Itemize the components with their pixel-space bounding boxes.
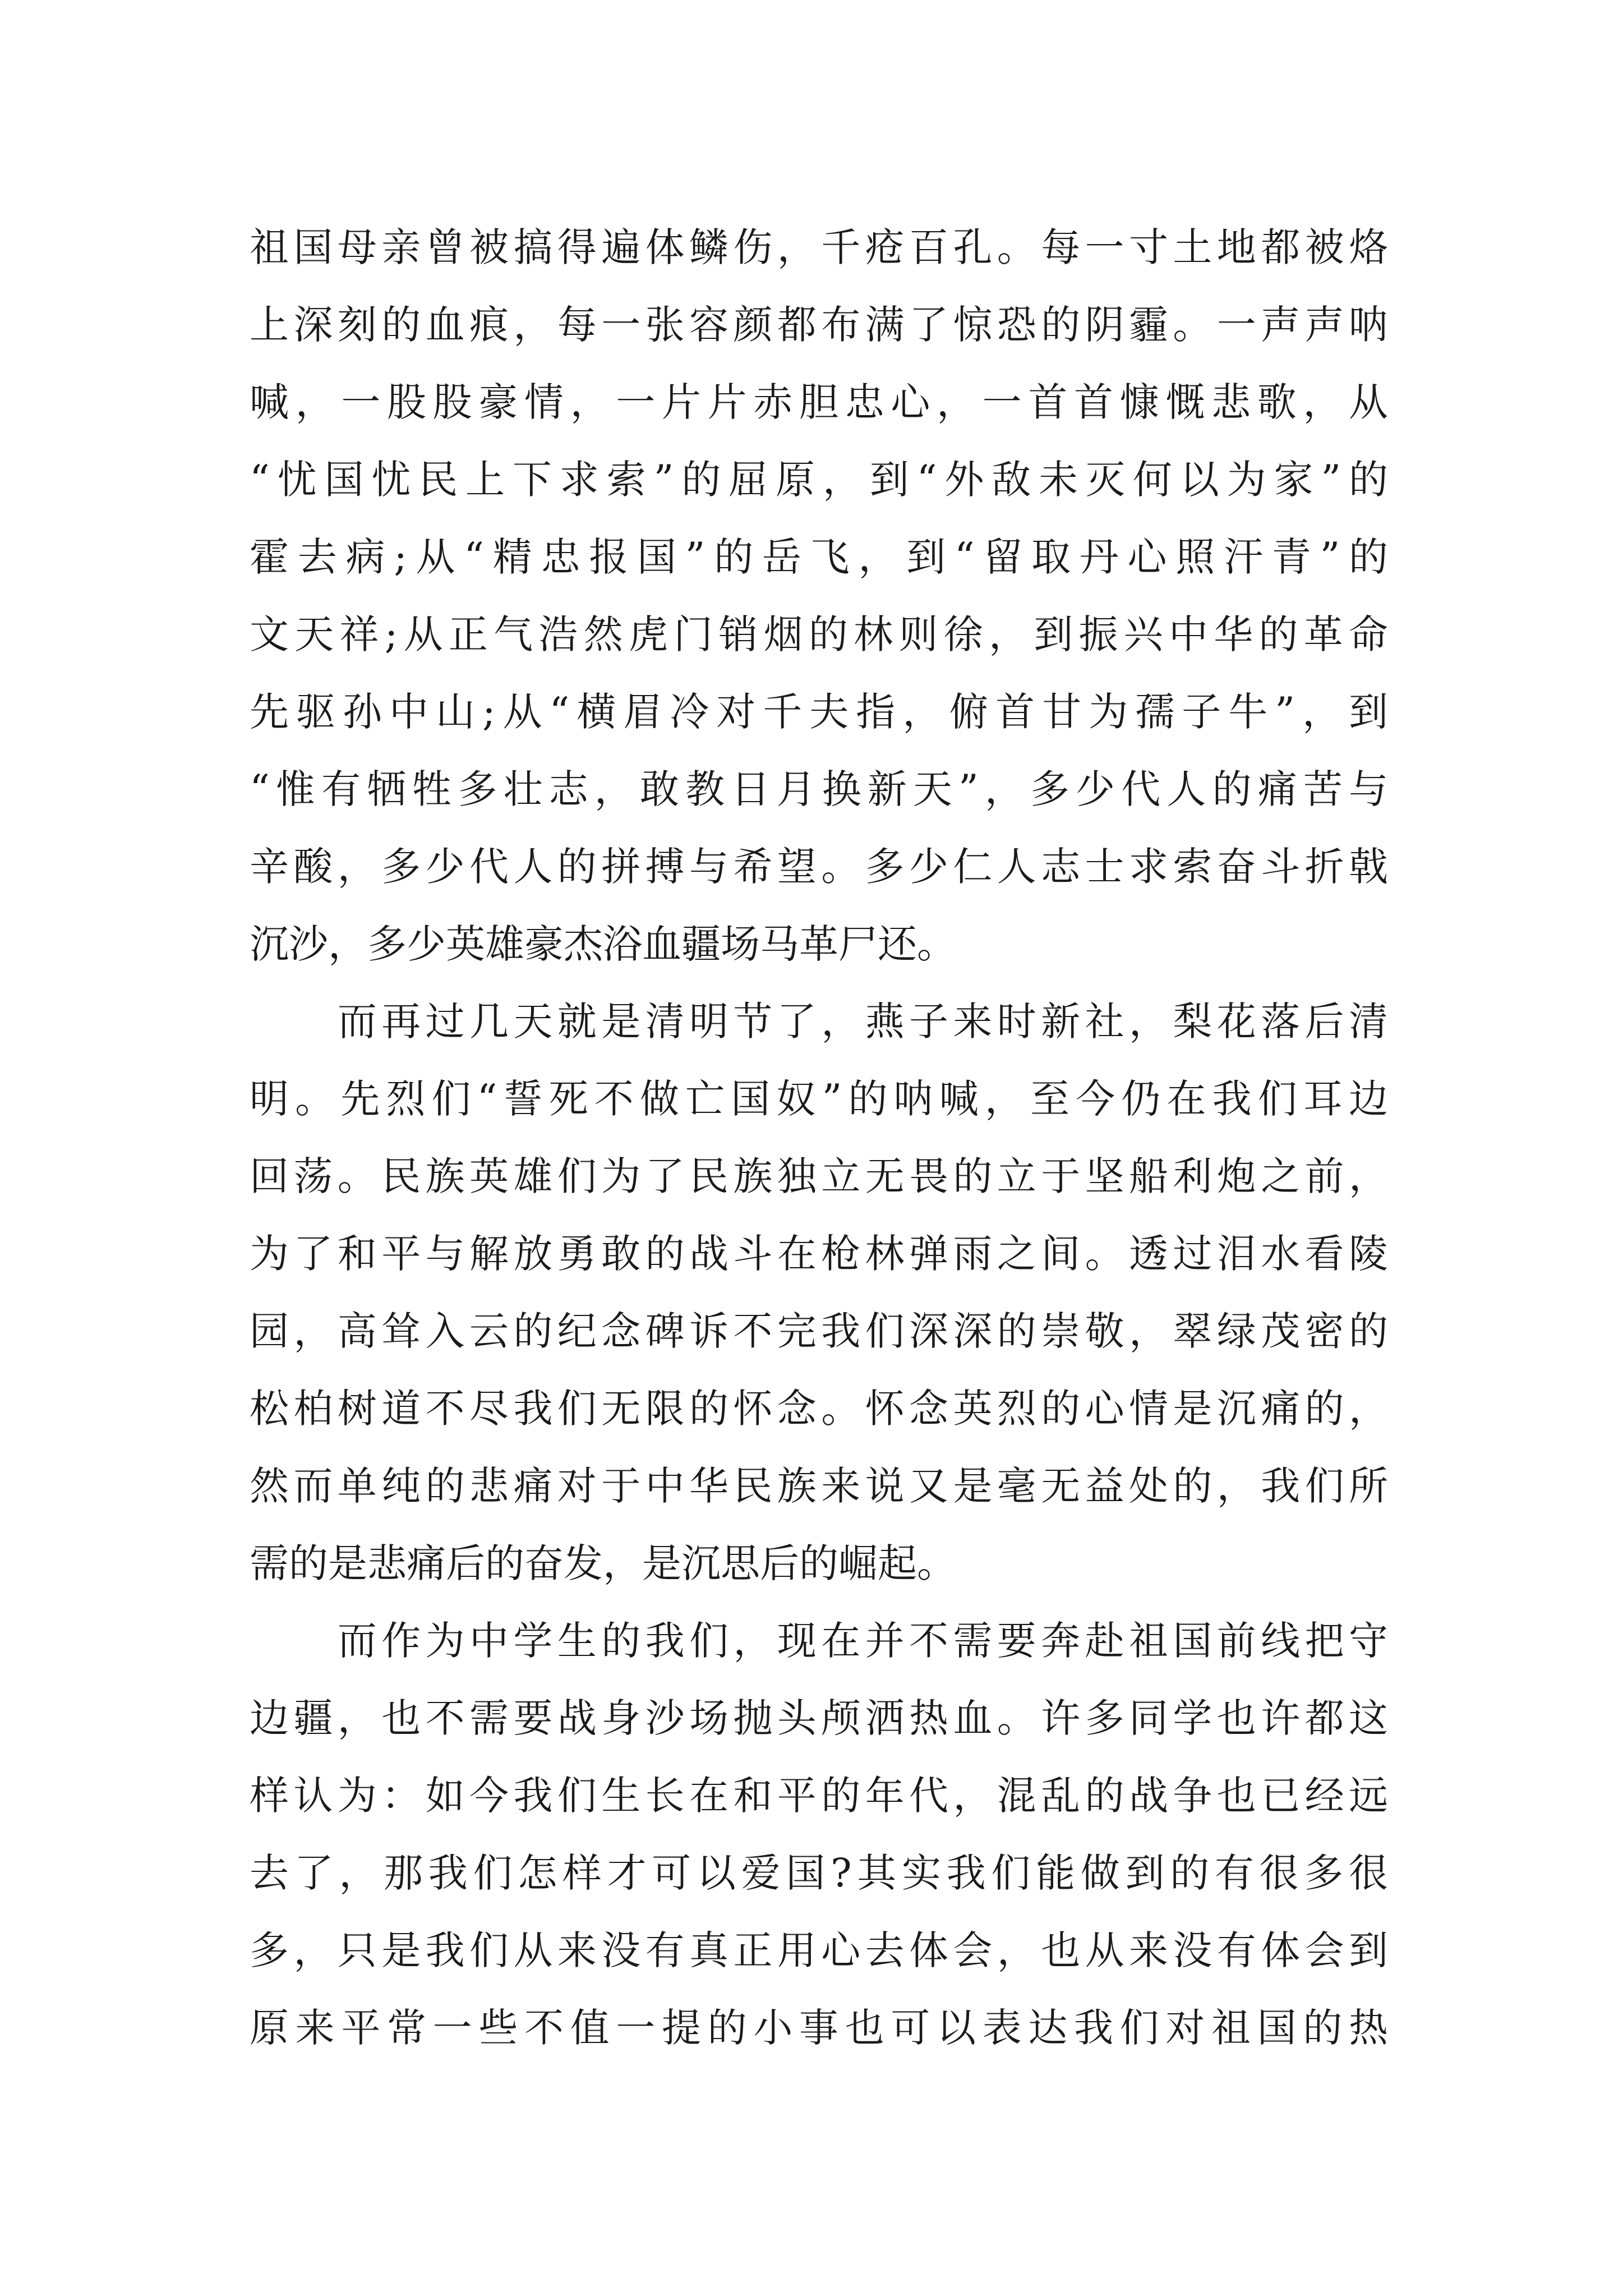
text-line: 祖国母亲曾被搞得遍体鳞伤，千疮百孔。每一寸土地都被烙 xyxy=(250,224,1388,270)
text-line: 为了和平与解放勇敢的战斗在枪林弹雨之间。透过泪水看陵 xyxy=(250,1231,1388,1277)
text-line: 先驱孙中山;从“横眉冷对千夫指，俯首甘为孺子牛”，到 xyxy=(250,689,1388,735)
text-line: “忧国忧民上下求索”的屈原，到“外敌未灭何以为家”的 xyxy=(250,457,1388,503)
text-line: 园，高耸入云的纪念碑诉不完我们深深的崇敬，翠绿茂密的 xyxy=(250,1308,1388,1354)
text-line: 需的是悲痛后的奋发，是沉思后的崛起。 xyxy=(250,1540,956,1586)
document-body xyxy=(250,209,1388,2067)
text-line: 辛酸，多少代人的拼搏与希望。多少仁人志士求索奋斗折戟 xyxy=(250,844,1388,890)
text-line: 回荡。民族英雄们为了民族独立无畏的立于坚船利炮之前， xyxy=(250,1153,1388,1199)
text-line: 而作为中学生的我们，现在并不需要奔赴祖国前线把守 xyxy=(250,1618,1388,1664)
text-line: 样认为：如今我们生长在和平的年代，混乱的战争也已经远 xyxy=(250,1773,1388,1819)
text-line: 喊，一股股豪情，一片片赤胆忠心，一首首慷慨悲歌，从 xyxy=(250,379,1388,425)
text-line: 原来平常一些不值一提的小事也可以表达我们对祖国的热 xyxy=(250,2005,1388,2051)
text-line: 文天祥;从正气浩然虎门销烟的林则徐，到振兴中华的革命 xyxy=(250,611,1388,657)
text-line: 明。先烈们“誓死不做亡国奴”的呐喊，至今仍在我们耳边 xyxy=(250,1076,1388,1122)
text-line: 霍去病;从“精忠报国”的岳飞，到“留取丹心照汗青”的 xyxy=(250,534,1388,580)
text-line: 而再过几天就是清明节了，燕子来时新社，梨花落后清 xyxy=(250,999,1388,1045)
text-line: 多，只是我们从来没有真正用心去体会，也从来没有体会到 xyxy=(250,1927,1388,1973)
text-line: 去了，那我们怎样才可以爱国?其实我们能做到的有很多很 xyxy=(250,1850,1388,1896)
text-line: 上深刻的血痕，每一张容颜都布满了惊恐的阴霾。一声声呐 xyxy=(250,302,1388,348)
text-line: 然而单纯的悲痛对于中华民族来说又是毫无益处的，我们所 xyxy=(250,1463,1388,1509)
text-line: “惟有牺牲多壮志，敢教日月换新天”，多少代人的痛苦与 xyxy=(250,766,1388,812)
text-line: 松柏树道不尽我们无限的怀念。怀念英烈的心情是沉痛的， xyxy=(250,1386,1388,1432)
text-line: 沉沙，多少英雄豪杰浴血疆场马革尸还。 xyxy=(250,921,956,967)
text-line: 边疆，也不需要战身沙场抛头颅洒热血。许多同学也许都这 xyxy=(250,1695,1388,1741)
